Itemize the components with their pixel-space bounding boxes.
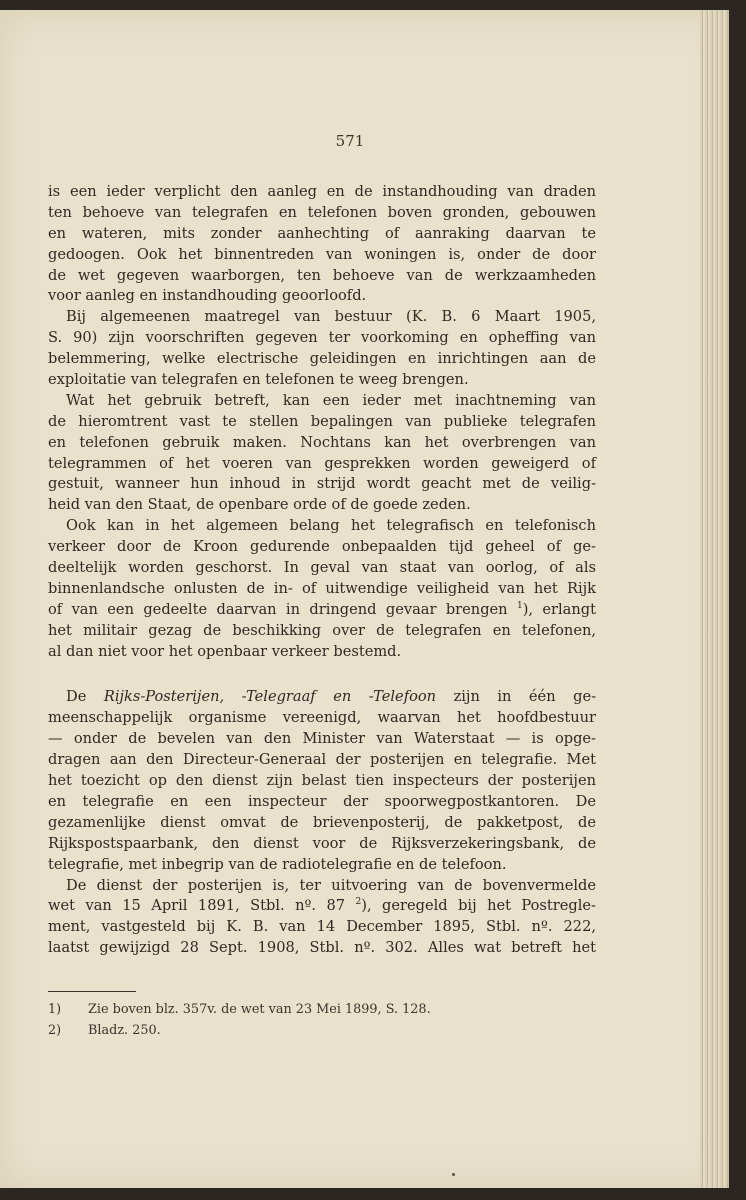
text-line: S. 90) zijn voorschriften gegeven ter voorkoming en opheffing van: [48, 329, 596, 347]
section-gap: [48, 662, 596, 687]
paper-speck: [452, 1173, 455, 1176]
text-line: het militair gezag de beschikking over de telegrafen en telefonen,: [48, 621, 596, 639]
footnotes: [48, 1000, 431, 1041]
text-line: belemmering, welke electrische geleidingen en inrichtingen aan de: [48, 350, 596, 368]
text-line: deeltelijk worden geschorst. In geval van staat van oorlog, of als: [48, 559, 596, 577]
text-line: ten behoeve van telegrafen en telefonen boven gronden, gebouwen: [48, 203, 596, 221]
footnote-ref-1: 1: [516, 600, 523, 611]
footnote-1: [48, 1000, 431, 1021]
paragraph-2: [48, 307, 596, 391]
footnote-text: Zie boven blz. 357v. de wet van 23 Mei 1899, S. 128.: [88, 1002, 431, 1017]
text-segment: De: [66, 688, 104, 706]
text-segment: wet van 15 April 1891, Stbl. nº. 87: [48, 897, 356, 915]
text-line: en telegrafie en een inspecteur der spoorwegpostkantoren. De: [48, 792, 596, 810]
text-line: De dienst der posterijen is, ter uitvoering van de bovenvermelde: [66, 876, 596, 894]
footnote-text: Bladz. 250.: [88, 1022, 161, 1038]
book-page: [0, 10, 729, 1188]
footnote-2: [48, 1021, 431, 1042]
body-text: [48, 182, 596, 959]
text-line: de wet gegeven waarborgen, ten behoeve van de werkzaamheden: [48, 266, 596, 284]
paragraph-5: [48, 687, 596, 875]
paragraph-1: [48, 182, 596, 307]
paragraph-6: [48, 876, 596, 960]
text-line: ment, vastgesteld bij K. B. van 14 December 1895, Stbl. nº. 222,: [48, 918, 596, 936]
footnote-number: 1): [48, 1002, 62, 1017]
text-line: heid van den Staat, de openbare orde of de goede zeden.: [48, 496, 471, 514]
paragraph-4: [48, 516, 596, 662]
paragraph-3: [48, 391, 596, 516]
page-number: 571: [335, 132, 365, 150]
text-line: Rijkspostspaarbank, den dienst voor de Rijksverzekeringsbank, de: [48, 834, 596, 852]
text-line: is een ieder verplicht den aanleg en de instandhouding van draden: [48, 183, 596, 200]
text-line: gezamenlijke dienst omvat de brievenposterij, de pakketpost, de: [48, 813, 596, 831]
text-segment: of van een gedeelte daarvan in dringend gevaar brengen: [48, 600, 517, 618]
text-line: het toezicht op den dienst zijn belast tien inspecteurs der posterijen: [48, 772, 596, 790]
text-segment: ), erlangt: [522, 600, 596, 618]
text-line: telegrafie, met inbegrip van de radiotelegrafie en de telefoon.: [48, 855, 507, 873]
text-line: voor aanleg en instandhouding geoorloofd.: [48, 287, 367, 305]
text-line: [48, 687, 596, 708]
text-line: binnenlandsche onlusten de in- of uitwendige veiligheid van het Rijk: [48, 579, 596, 597]
text-line: en telefonen gebruik maken. Nochtans kan het overbrengen van: [48, 433, 596, 451]
page-edge: [700, 10, 728, 1188]
text-line: Wat het gebruik betreft, kan een ieder met inachtneming van: [66, 391, 596, 409]
text-line: gestuit, wanneer hun inhoud in strijd wordt geacht met de veilig-: [48, 475, 596, 493]
footnote-number: 2): [48, 1022, 62, 1038]
text-line: laatst gewijzigd 28 Sept. 1908, Stbl. nº. 302. Alles wat betreft het: [48, 939, 596, 957]
text-line: de hieromtrent vast te stellen bepalingen van publieke telegrafen: [48, 412, 596, 430]
text-line: meenschappelijk organisme vereenigd, waarvan het hoofdbestuur: [48, 709, 596, 727]
text-line: dragen aan den Directeur-Generaal der posterijen en telegrafie. Met: [48, 751, 596, 769]
text-line: Ook kan in het algemeen belang het telegrafisch en telefonisch: [66, 517, 596, 535]
text-line: al dan niet voor het openbaar verkeer bestemd.: [48, 642, 402, 660]
text-line: [48, 896, 596, 917]
italic-term: Rijks-Posterijen, -Telegraaf en -Telefoon: [103, 688, 437, 706]
text-line: telegrammen of het voeren van gesprekken worden geweigerd of: [48, 454, 596, 472]
footnote-rule: [48, 991, 136, 992]
text-line: gedoogen. Ook het binnentreden van woningen is, onder de door: [48, 245, 596, 263]
text-segment: ), geregeld bij het Postregle-: [361, 897, 596, 915]
text-line: [48, 600, 596, 621]
text-line: Bij algemeenen maatregel van bestuur (K. B. 6 Maart 1905,: [66, 308, 596, 326]
text-line: en wateren, mits zonder aanhechting of aanraking daarvan te: [48, 224, 596, 242]
footnote-ref-2: 2: [355, 897, 362, 908]
text-line: — onder de bevelen van den Minister van Waterstaat — is opge-: [48, 730, 596, 748]
text-line: verkeer door de Kroon gedurende onbepaalden tijd geheel of ge-: [48, 538, 596, 556]
text-segment: zijn in één ge-: [436, 688, 597, 706]
text-line: exploitatie van telegrafen en telefonen te weeg brengen.: [48, 371, 469, 389]
